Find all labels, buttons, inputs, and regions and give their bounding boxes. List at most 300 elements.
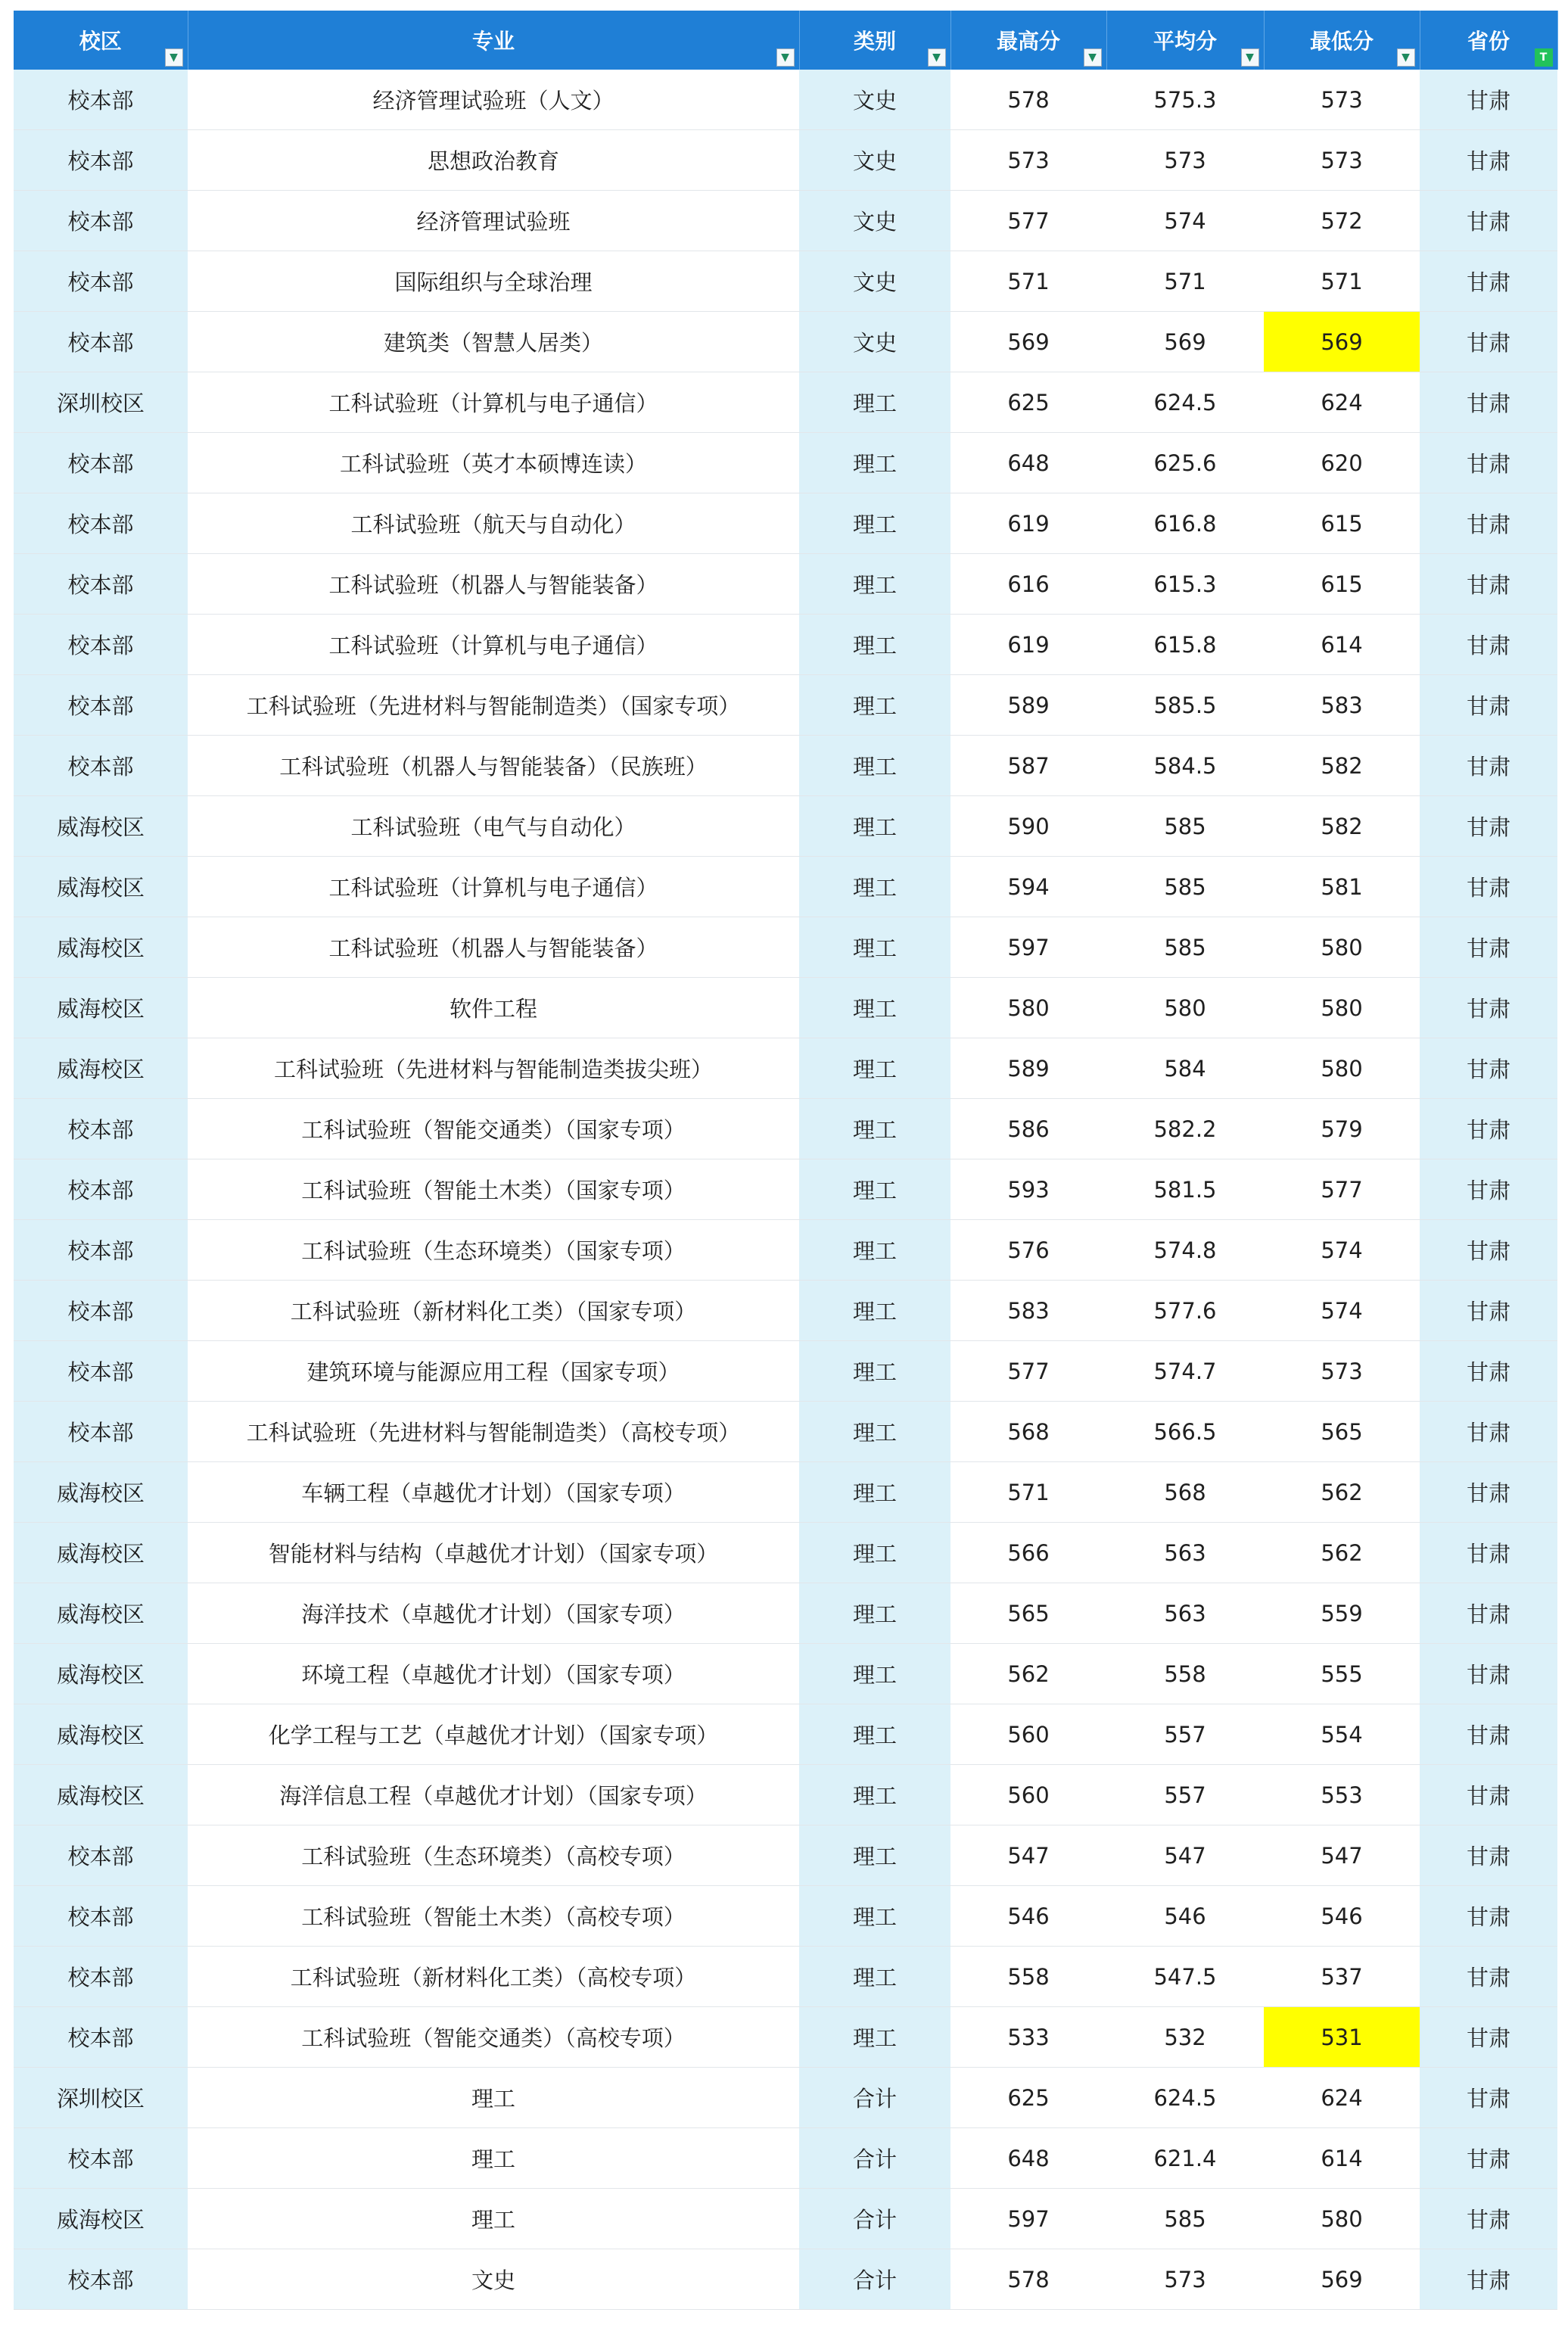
cell-major: 工科试验班（智能交通类）（高校专项）: [188, 2007, 799, 2068]
dropdown-arrow-icon[interactable]: ▼: [1397, 48, 1415, 67]
table-row: [14, 615, 1557, 675]
table-row: [14, 1402, 1557, 1462]
cell-campus: 威海校区: [14, 1462, 188, 1523]
cell-province: 甘肃: [1420, 2128, 1557, 2189]
cell-category: 理工: [799, 2007, 950, 2068]
header-label: 最高分: [996, 29, 1060, 54]
table-row: [14, 1038, 1557, 1099]
cell-province: 甘肃: [1420, 1341, 1557, 1402]
table-row: [14, 1099, 1557, 1159]
cell-avg-score: 557: [1106, 1765, 1264, 1825]
cell-major: 工科试验班（生态环境类）（国家专项）: [188, 1220, 799, 1281]
cell-category: 理工: [799, 1523, 950, 1583]
dropdown-arrow-icon[interactable]: ▼: [776, 48, 795, 67]
cell-max-score: 616: [950, 554, 1106, 615]
cell-province: 甘肃: [1420, 251, 1557, 312]
header-min-score[interactable]: [1264, 11, 1420, 70]
cell-min-score: 565: [1264, 1402, 1420, 1462]
dropdown-arrow-icon[interactable]: ▼: [1084, 48, 1102, 67]
cell-campus: 校本部: [14, 1099, 188, 1159]
cell-province: 甘肃: [1420, 433, 1557, 493]
cell-max-score: 571: [950, 251, 1106, 312]
cell-major: 建筑类（智慧人居类）: [188, 312, 799, 372]
header-label: 平均分: [1153, 29, 1217, 54]
cell-campus: 威海校区: [14, 1038, 188, 1099]
cell-avg-score: 585: [1106, 857, 1264, 917]
cell-category: 文史: [799, 70, 950, 130]
cell-max-score: 546: [950, 1886, 1106, 1947]
cell-province: 甘肃: [1420, 2249, 1557, 2310]
cell-major: 理工: [188, 2189, 799, 2249]
cell-min-score: 537: [1264, 1947, 1420, 2007]
cell-major: 智能材料与结构（卓越优才计划）（国家专项）: [188, 1523, 799, 1583]
cell-category: 理工: [799, 615, 950, 675]
cell-avg-score: 574.8: [1106, 1220, 1264, 1281]
cell-category: 理工: [799, 554, 950, 615]
cell-category: 理工: [799, 493, 950, 554]
cell-max-score: 568: [950, 1402, 1106, 1462]
cell-avg-score: 585.5: [1106, 675, 1264, 736]
cell-min-score: 573: [1264, 1341, 1420, 1402]
cell-major: 工科试验班（机器人与智能装备）（民族班）: [188, 736, 799, 796]
table-row: [14, 2128, 1557, 2189]
cell-major: 工科试验班（先进材料与智能制造类）（国家专项）: [188, 675, 799, 736]
cell-campus: 校本部: [14, 1159, 188, 1220]
cell-province: 甘肃: [1420, 2189, 1557, 2249]
cell-min-score: 615: [1264, 554, 1420, 615]
cell-min-score: 580: [1264, 1038, 1420, 1099]
cell-min-score: 571: [1264, 251, 1420, 312]
cell-avg-score: 621.4: [1106, 2128, 1264, 2189]
cell-province: 甘肃: [1420, 70, 1557, 130]
cell-category: 合计: [799, 2189, 950, 2249]
header-campus[interactable]: [14, 11, 188, 70]
cell-category: 文史: [799, 191, 950, 251]
cell-campus: 威海校区: [14, 1583, 188, 1644]
cell-category: 理工: [799, 372, 950, 433]
cell-category: 理工: [799, 1341, 950, 1402]
header-label: 专业: [471, 29, 515, 54]
table-row: [14, 1220, 1557, 1281]
cell-campus: 校本部: [14, 1947, 188, 2007]
cell-category: 理工: [799, 1704, 950, 1765]
cell-avg-score: 568: [1106, 1462, 1264, 1523]
cell-max-score: 625: [950, 2068, 1106, 2128]
cell-max-score: 648: [950, 433, 1106, 493]
cell-major: 工科试验班（先进材料与智能制造类）（高校专项）: [188, 1402, 799, 1462]
cell-province: 甘肃: [1420, 1099, 1557, 1159]
table-row: [14, 1341, 1557, 1402]
header-label: 校区: [79, 29, 122, 54]
table-body: [14, 70, 1557, 2310]
cell-avg-score: 615.8: [1106, 615, 1264, 675]
cell-avg-score: 575.3: [1106, 70, 1264, 130]
cell-max-score: 547: [950, 1825, 1106, 1886]
cell-max-score: 580: [950, 978, 1106, 1038]
cell-major: 国际组织与全球治理: [188, 251, 799, 312]
cell-max-score: 589: [950, 1038, 1106, 1099]
cell-max-score: 578: [950, 2249, 1106, 2310]
cell-campus: 校本部: [14, 433, 188, 493]
cell-category: 理工: [799, 736, 950, 796]
cell-province: 甘肃: [1420, 1159, 1557, 1220]
cell-campus: 校本部: [14, 251, 188, 312]
cell-avg-score: 574: [1106, 191, 1264, 251]
cell-major: 经济管理试验班: [188, 191, 799, 251]
table-row: [14, 1583, 1557, 1644]
cell-min-score: 620: [1264, 433, 1420, 493]
cell-major: 工科试验班（英才本硕博连读）: [188, 433, 799, 493]
cell-min-score: 559: [1264, 1583, 1420, 1644]
cell-max-score: 571: [950, 1462, 1106, 1523]
cell-province: 甘肃: [1420, 372, 1557, 433]
cell-category: 理工: [799, 1462, 950, 1523]
cell-min-score: 573: [1264, 70, 1420, 130]
cell-province: 甘肃: [1420, 857, 1557, 917]
cell-category: 理工: [799, 1281, 950, 1341]
table-row: [14, 251, 1557, 312]
cell-province: 甘肃: [1420, 1402, 1557, 1462]
cell-min-score: 624: [1264, 372, 1420, 433]
cell-category: 文史: [799, 312, 950, 372]
cell-avg-score: 585: [1106, 796, 1264, 857]
cell-min-score: 580: [1264, 2189, 1420, 2249]
cell-avg-score: 573: [1106, 2249, 1264, 2310]
cell-province: 甘肃: [1420, 1281, 1557, 1341]
cell-min-score: 615: [1264, 493, 1420, 554]
cell-avg-score: 582.2: [1106, 1099, 1264, 1159]
cell-max-score: 583: [950, 1281, 1106, 1341]
cell-max-score: 593: [950, 1159, 1106, 1220]
cell-max-score: 565: [950, 1583, 1106, 1644]
cell-avg-score: 532: [1106, 2007, 1264, 2068]
table-row: [14, 554, 1557, 615]
table-row: [14, 1825, 1557, 1886]
cell-max-score: 625: [950, 372, 1106, 433]
cell-major: 工科试验班（计算机与电子通信）: [188, 615, 799, 675]
table-row: [14, 1644, 1557, 1704]
cell-max-score: 569: [950, 312, 1106, 372]
cell-min-score: 574: [1264, 1281, 1420, 1341]
cell-campus: 校本部: [14, 2007, 188, 2068]
cell-category: 理工: [799, 1159, 950, 1220]
cell-max-score: 589: [950, 675, 1106, 736]
cell-major: 工科试验班（新材料化工类）（国家专项）: [188, 1281, 799, 1341]
cell-min-score: 553: [1264, 1765, 1420, 1825]
cell-min-score: 581: [1264, 857, 1420, 917]
table-row: [14, 312, 1557, 372]
cell-category: 理工: [799, 1402, 950, 1462]
table-row: [14, 372, 1557, 433]
cell-province: 甘肃: [1420, 615, 1557, 675]
cell-avg-score: 563: [1106, 1583, 1264, 1644]
cell-category: 理工: [799, 1886, 950, 1947]
table-row: [14, 2249, 1557, 2310]
cell-major: 经济管理试验班（人文）: [188, 70, 799, 130]
cell-avg-score: 581.5: [1106, 1159, 1264, 1220]
cell-major: 思想政治教育: [188, 130, 799, 191]
cell-min-score: 562: [1264, 1523, 1420, 1583]
cell-campus: 校本部: [14, 1402, 188, 1462]
cell-province: 甘肃: [1420, 130, 1557, 191]
cell-max-score: 590: [950, 796, 1106, 857]
cell-province: 甘肃: [1420, 917, 1557, 978]
cell-avg-score: 547: [1106, 1825, 1264, 1886]
cell-avg-score: 584: [1106, 1038, 1264, 1099]
header-label: 类别: [853, 29, 896, 54]
filter-active-icon[interactable]: T: [1535, 48, 1553, 67]
cell-max-score: 560: [950, 1765, 1106, 1825]
cell-major: 文史: [188, 2249, 799, 2310]
table-row: [14, 796, 1557, 857]
cell-campus: 校本部: [14, 675, 188, 736]
cell-min-score: 614: [1264, 2128, 1420, 2189]
header-label: 省份: [1467, 29, 1510, 54]
table-row: [14, 1281, 1557, 1341]
cell-min-score: 569: [1264, 2249, 1420, 2310]
cell-avg-score: 584.5: [1106, 736, 1264, 796]
cell-major: 海洋信息工程（卓越优才计划）（国家专项）: [188, 1765, 799, 1825]
dropdown-arrow-icon[interactable]: ▼: [1241, 48, 1259, 67]
cell-avg-score: 573: [1106, 130, 1264, 191]
cell-category: 理工: [799, 675, 950, 736]
cell-province: 甘肃: [1420, 796, 1557, 857]
cell-province: 甘肃: [1420, 675, 1557, 736]
cell-province: 甘肃: [1420, 1220, 1557, 1281]
cell-major: 海洋技术（卓越优才计划）（国家专项）: [188, 1583, 799, 1644]
cell-major: 化学工程与工艺（卓越优才计划）（国家专项）: [188, 1704, 799, 1765]
cell-min-score: 569: [1264, 312, 1420, 372]
cell-min-score: 555: [1264, 1644, 1420, 1704]
cell-major: 工科试验班（机器人与智能装备）: [188, 917, 799, 978]
header-major[interactable]: [188, 11, 799, 70]
table-row: [14, 675, 1557, 736]
cell-category: 理工: [799, 1220, 950, 1281]
cell-major: 工科试验班（计算机与电子通信）: [188, 857, 799, 917]
cell-min-score: 582: [1264, 796, 1420, 857]
cell-province: 甘肃: [1420, 1704, 1557, 1765]
cell-major: 工科试验班（电气与自动化）: [188, 796, 799, 857]
cell-campus: 校本部: [14, 1281, 188, 1341]
cell-major: 工科试验班（智能土木类）（高校专项）: [188, 1886, 799, 1947]
cell-category: 理工: [799, 433, 950, 493]
table-row: [14, 917, 1557, 978]
cell-max-score: 597: [950, 917, 1106, 978]
cell-min-score: 531: [1264, 2007, 1420, 2068]
score-table-container: [14, 11, 1557, 2310]
cell-province: 甘肃: [1420, 1462, 1557, 1523]
cell-max-score: 587: [950, 736, 1106, 796]
cell-min-score: 580: [1264, 917, 1420, 978]
cell-min-score: 562: [1264, 1462, 1420, 1523]
table-row: [14, 1523, 1557, 1583]
cell-campus: 校本部: [14, 191, 188, 251]
table-row: [14, 433, 1557, 493]
cell-max-score: 619: [950, 493, 1106, 554]
cell-major: 理工: [188, 2128, 799, 2189]
cell-avg-score: 580: [1106, 978, 1264, 1038]
cell-category: 理工: [799, 978, 950, 1038]
cell-avg-score: 571: [1106, 251, 1264, 312]
cell-max-score: 594: [950, 857, 1106, 917]
cell-max-score: 597: [950, 2189, 1106, 2249]
cell-campus: 校本部: [14, 1886, 188, 1947]
cell-min-score: 624: [1264, 2068, 1420, 2128]
cell-major: 工科试验班（先进材料与智能制造类拔尖班）: [188, 1038, 799, 1099]
cell-max-score: 619: [950, 615, 1106, 675]
cell-campus: 威海校区: [14, 1704, 188, 1765]
table-row: [14, 1765, 1557, 1825]
cell-province: 甘肃: [1420, 554, 1557, 615]
cell-max-score: 577: [950, 1341, 1106, 1402]
cell-avg-score: 558: [1106, 1644, 1264, 1704]
cell-campus: 威海校区: [14, 1765, 188, 1825]
cell-campus: 深圳校区: [14, 2068, 188, 2128]
cell-max-score: 533: [950, 2007, 1106, 2068]
cell-province: 甘肃: [1420, 978, 1557, 1038]
header-max-score[interactable]: [950, 11, 1106, 70]
cell-category: 文史: [799, 251, 950, 312]
cell-avg-score: 624.5: [1106, 372, 1264, 433]
header-avg-score[interactable]: [1106, 11, 1264, 70]
cell-avg-score: 585: [1106, 917, 1264, 978]
cell-min-score: 572: [1264, 191, 1420, 251]
cell-min-score: 614: [1264, 615, 1420, 675]
cell-category: 理工: [799, 1644, 950, 1704]
header-category[interactable]: [799, 11, 950, 70]
header-province[interactable]: [1420, 11, 1557, 70]
cell-major: 理工: [188, 2068, 799, 2128]
cell-max-score: 562: [950, 1644, 1106, 1704]
cell-province: 甘肃: [1420, 1523, 1557, 1583]
cell-category: 理工: [799, 1765, 950, 1825]
cell-avg-score: 547.5: [1106, 1947, 1264, 2007]
cell-province: 甘肃: [1420, 2007, 1557, 2068]
cell-max-score: 586: [950, 1099, 1106, 1159]
cell-province: 甘肃: [1420, 312, 1557, 372]
table-row: [14, 1947, 1557, 2007]
cell-campus: 威海校区: [14, 796, 188, 857]
table-row: [14, 70, 1557, 130]
cell-major: 车辆工程（卓越优才计划）（国家专项）: [188, 1462, 799, 1523]
cell-min-score: 574: [1264, 1220, 1420, 1281]
cell-campus: 威海校区: [14, 857, 188, 917]
cell-province: 甘肃: [1420, 1825, 1557, 1886]
cell-major: 建筑环境与能源应用工程（国家专项）: [188, 1341, 799, 1402]
cell-min-score: 577: [1264, 1159, 1420, 1220]
table-row: [14, 978, 1557, 1038]
table-row: [14, 2007, 1557, 2068]
header-row: [14, 11, 1557, 70]
score-table: [14, 11, 1558, 2310]
cell-category: 合计: [799, 2249, 950, 2310]
cell-major: 工科试验班（智能交通类）（国家专项）: [188, 1099, 799, 1159]
cell-major: 工科试验班（航天与自动化）: [188, 493, 799, 554]
cell-category: 合计: [799, 2128, 950, 2189]
cell-campus: 威海校区: [14, 917, 188, 978]
table-row: [14, 736, 1557, 796]
cell-avg-score: 585: [1106, 2189, 1264, 2249]
cell-category: 理工: [799, 1825, 950, 1886]
cell-avg-score: 577.6: [1106, 1281, 1264, 1341]
cell-min-score: 573: [1264, 130, 1420, 191]
cell-max-score: 578: [950, 70, 1106, 130]
cell-min-score: 580: [1264, 978, 1420, 1038]
cell-campus: 校本部: [14, 1220, 188, 1281]
cell-province: 甘肃: [1420, 1886, 1557, 1947]
cell-campus: 威海校区: [14, 1644, 188, 1704]
cell-max-score: 566: [950, 1523, 1106, 1583]
cell-campus: 校本部: [14, 1825, 188, 1886]
cell-province: 甘肃: [1420, 1583, 1557, 1644]
cell-campus: 校本部: [14, 1341, 188, 1402]
cell-campus: 校本部: [14, 615, 188, 675]
cell-max-score: 577: [950, 191, 1106, 251]
table-row: [14, 1704, 1557, 1765]
cell-max-score: 560: [950, 1704, 1106, 1765]
cell-major: 软件工程: [188, 978, 799, 1038]
table-row: [14, 1159, 1557, 1220]
cell-campus: 校本部: [14, 130, 188, 191]
cell-campus: 校本部: [14, 2128, 188, 2189]
table-row: [14, 191, 1557, 251]
cell-province: 甘肃: [1420, 493, 1557, 554]
cell-max-score: 648: [950, 2128, 1106, 2189]
cell-province: 甘肃: [1420, 1644, 1557, 1704]
dropdown-arrow-icon[interactable]: ▼: [928, 48, 946, 67]
cell-min-score: 579: [1264, 1099, 1420, 1159]
table-row: [14, 130, 1557, 191]
cell-campus: 威海校区: [14, 1523, 188, 1583]
table-row: [14, 857, 1557, 917]
cell-min-score: 583: [1264, 675, 1420, 736]
cell-avg-score: 616.8: [1106, 493, 1264, 554]
cell-major: 环境工程（卓越优才计划）（国家专项）: [188, 1644, 799, 1704]
table-row: [14, 2068, 1557, 2128]
cell-province: 甘肃: [1420, 1038, 1557, 1099]
cell-category: 合计: [799, 2068, 950, 2128]
cell-major: 工科试验班（智能土木类）（国家专项）: [188, 1159, 799, 1220]
cell-avg-score: 566.5: [1106, 1402, 1264, 1462]
cell-major: 工科试验班（机器人与智能装备）: [188, 554, 799, 615]
cell-avg-score: 615.3: [1106, 554, 1264, 615]
cell-province: 甘肃: [1420, 1765, 1557, 1825]
cell-province: 甘肃: [1420, 191, 1557, 251]
cell-campus: 校本部: [14, 2249, 188, 2310]
header-label: 最低分: [1309, 29, 1374, 54]
cell-category: 理工: [799, 796, 950, 857]
dropdown-arrow-icon[interactable]: ▼: [165, 48, 183, 67]
cell-campus: 深圳校区: [14, 372, 188, 433]
table-row: [14, 493, 1557, 554]
cell-category: 理工: [799, 1038, 950, 1099]
cell-campus: 校本部: [14, 736, 188, 796]
cell-province: 甘肃: [1420, 2068, 1557, 2128]
cell-campus: 校本部: [14, 70, 188, 130]
cell-category: 文史: [799, 130, 950, 191]
cell-avg-score: 557: [1106, 1704, 1264, 1765]
cell-min-score: 547: [1264, 1825, 1420, 1886]
cell-avg-score: 624.5: [1106, 2068, 1264, 2128]
cell-max-score: 558: [950, 1947, 1106, 2007]
cell-category: 理工: [799, 857, 950, 917]
cell-avg-score: 574.7: [1106, 1341, 1264, 1402]
cell-campus: 校本部: [14, 554, 188, 615]
cell-campus: 威海校区: [14, 978, 188, 1038]
cell-major: 工科试验班（生态环境类）（高校专项）: [188, 1825, 799, 1886]
cell-avg-score: 569: [1106, 312, 1264, 372]
cell-province: 甘肃: [1420, 1947, 1557, 2007]
